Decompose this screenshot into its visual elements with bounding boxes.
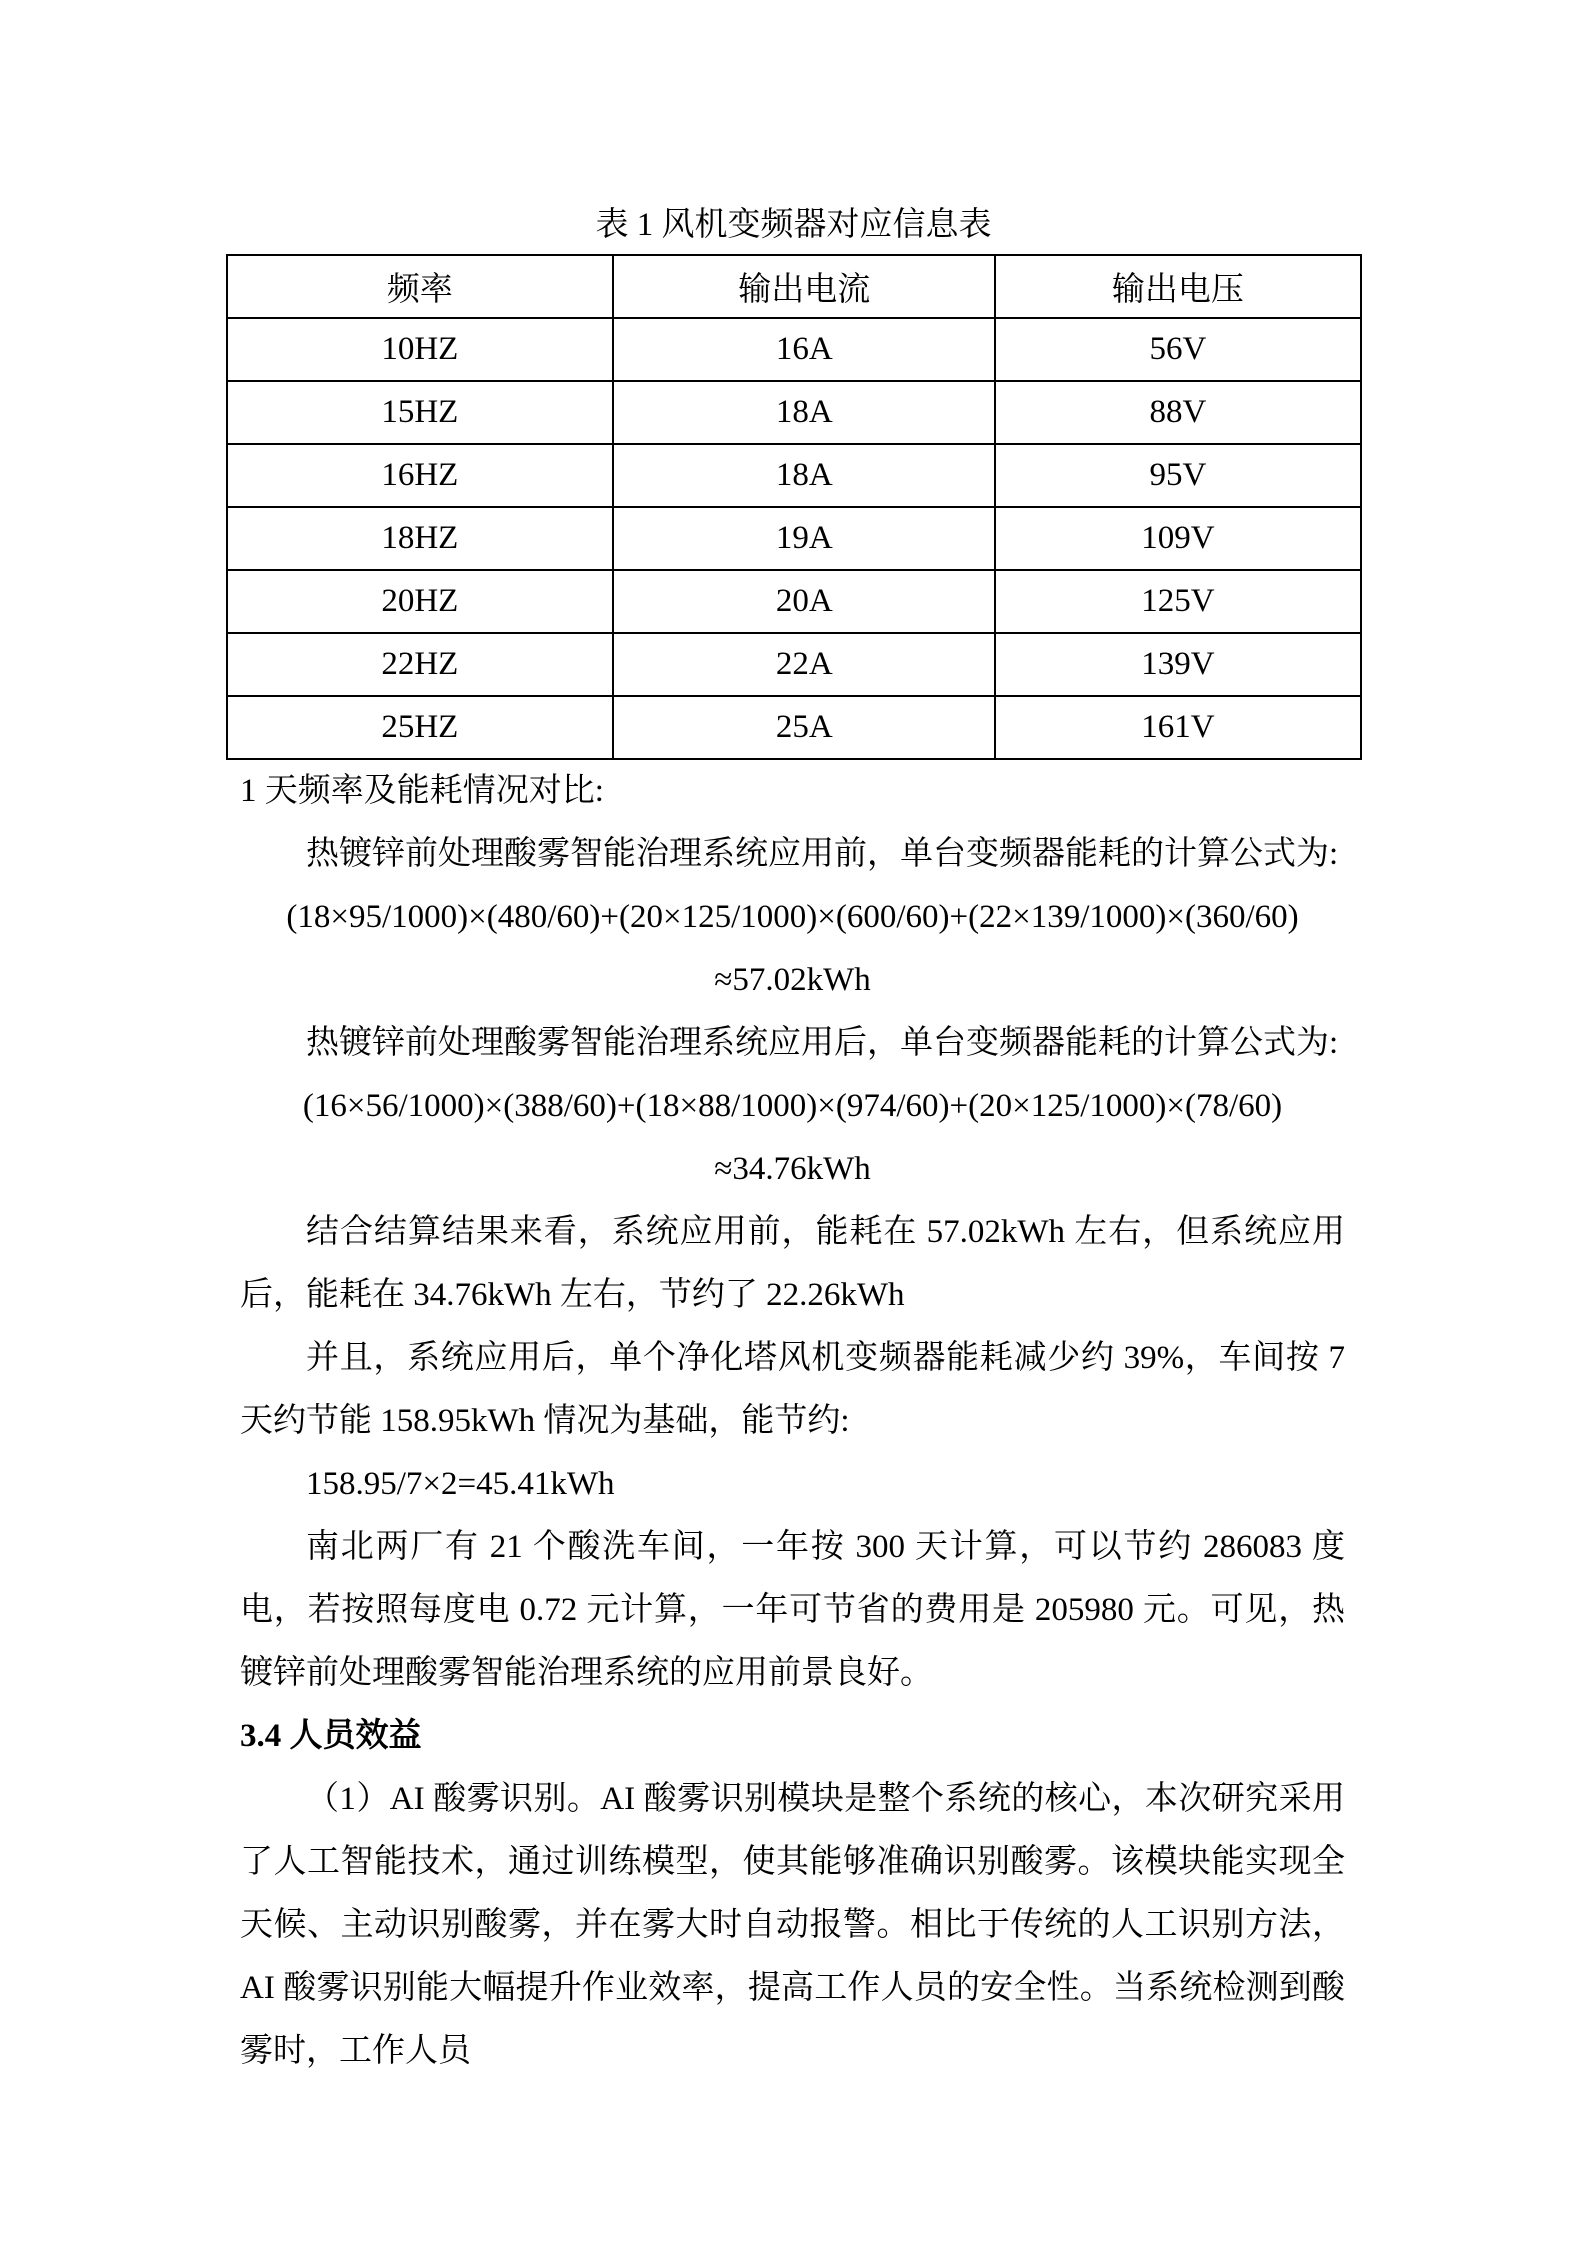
cell-voltage: 139V — [995, 633, 1360, 696]
cell-voltage: 161V — [995, 696, 1360, 759]
body-text — [240, 760, 1345, 2083]
cell-frequency: 10HZ — [227, 318, 614, 381]
cell-current: 19A — [613, 507, 995, 570]
cell-current: 20A — [613, 570, 995, 633]
header-frequency: 频率 — [227, 255, 614, 318]
cell-voltage: 56V — [995, 318, 1360, 381]
table-header-row — [227, 255, 1361, 318]
paragraph-compare-intro: 1 天频率及能耗情况对比: — [240, 773, 604, 809]
formula-after: (16×56/1000)×(388/60)+(18×88/1000)×(974/60)+(20×125/1000)×(78/60) — [302, 1088, 1283, 1124]
cell-frequency: 16HZ — [227, 444, 614, 507]
cell-voltage: 95V — [995, 444, 1360, 507]
cell-current: 18A — [613, 444, 995, 507]
formula-saving: 158.95/7×2=45.41kWh — [306, 1466, 615, 1502]
table-row — [227, 570, 1361, 633]
paragraph-after-system: 热镀锌前处理酸雾智能治理系统应用后，单台变频器能耗的计算公式为: — [306, 1025, 1339, 1061]
table-row — [227, 318, 1361, 381]
cell-current: 16A — [613, 318, 995, 381]
cell-current: 22A — [613, 633, 995, 696]
section-heading-personnel-benefit: 3.4 人员效益 — [240, 1718, 422, 1754]
header-output-voltage: 输出电压 — [995, 255, 1360, 318]
table-row — [227, 381, 1361, 444]
paragraph-yearly-saving: 南北两厂有 21 个酸洗车间，一年按 300 天计算，可以节约 286083 度电，若按照每度电 0.72 元计算，一年可节省的费用是 205980 元。可见，热镀锌前处理酸雾智能治理系统的应用前景良好。 — [240, 1529, 1345, 1691]
table-row — [227, 696, 1361, 759]
formula-before: (18×95/1000)×(480/60)+(20×125/1000)×(600/60)+(22×139/1000)×(360/60) — [286, 899, 1299, 935]
cell-frequency: 15HZ — [227, 381, 614, 444]
table-row — [227, 633, 1361, 696]
formula-before-result: ≈57.02kWh — [714, 962, 871, 998]
table-caption: 表 1 风机变频器对应信息表 — [595, 207, 992, 243]
header-output-current: 输出电流 — [613, 255, 995, 318]
table-row — [227, 444, 1361, 507]
cell-voltage: 88V — [995, 381, 1360, 444]
table-row — [227, 507, 1361, 570]
cell-current: 25A — [613, 696, 995, 759]
paragraph-result-comparison: 结合结算结果来看，系统应用前，能耗在 57.02kWh 左右，但系统应用后，能耗在 34.76kWh 左右，节约了 22.26kWh — [240, 1214, 1345, 1313]
formula-after-result: ≈34.76kWh — [714, 1151, 871, 1187]
cell-frequency: 22HZ — [227, 633, 614, 696]
paragraph-before-system: 热镀锌前处理酸雾智能治理系统应用前，单台变频器能耗的计算公式为: — [306, 836, 1339, 872]
fan-inverter-info-table — [226, 254, 1362, 760]
cell-voltage: 125V — [995, 570, 1360, 633]
paragraph-saving: 并且，系统应用后，单个净化塔风机变频器能耗减少约 39%，车间按 7 天约节能 158.95kWh 情况为基础，能节约: — [240, 1340, 1345, 1439]
cell-voltage: 109V — [995, 507, 1360, 570]
cell-frequency: 25HZ — [227, 696, 614, 759]
paragraph-ai-recognition: （1）AI 酸雾识别。AI 酸雾识别模块是整个系统的核心，本次研究采用了人工智能技术，通过训练模型，使其能够准确识别酸雾。该模块能实现全天候、主动识别酸雾，并在雾大时自动报警。相比于传统的人工识别方法，AI 酸雾识别能大幅提升作业效率，提高工作人员的安全性。当系统检测到酸雾时，工作人员 — [240, 1781, 1345, 2069]
cell-frequency: 20HZ — [227, 570, 614, 633]
cell-frequency: 18HZ — [227, 507, 614, 570]
cell-current: 18A — [613, 381, 995, 444]
